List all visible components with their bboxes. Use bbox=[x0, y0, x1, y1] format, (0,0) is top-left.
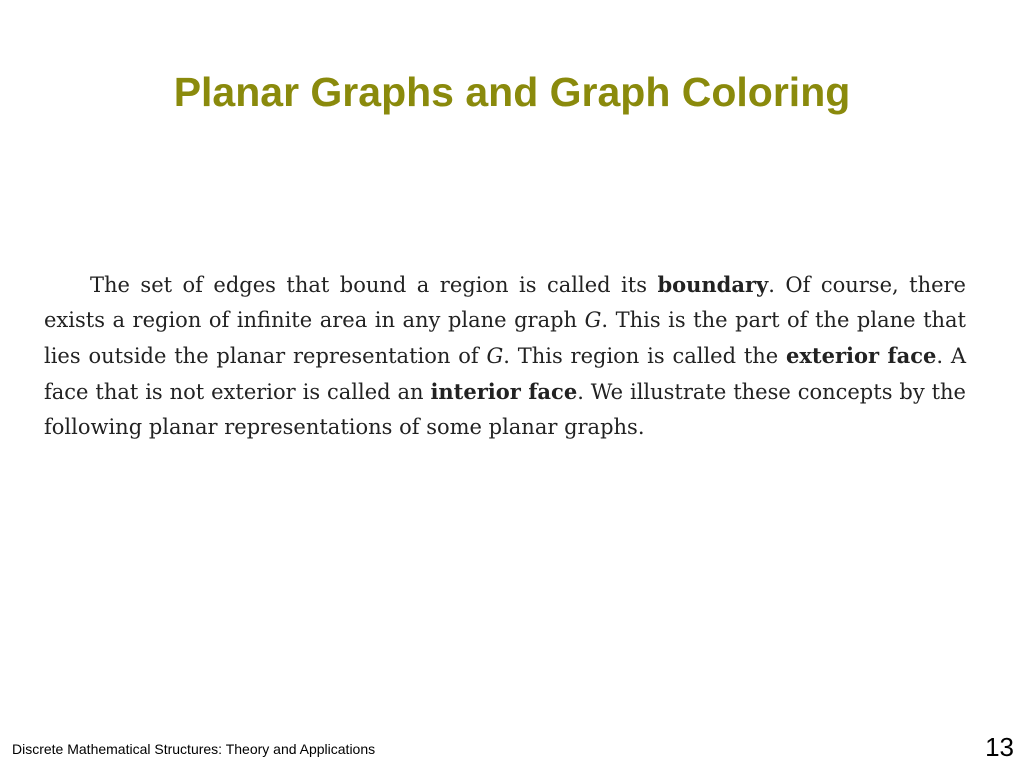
text-segment: . A face that is not exterior is called an bbox=[44, 344, 966, 404]
graph-variable: G bbox=[584, 308, 602, 332]
text-segment: The set of edges that bound a region is called its bbox=[90, 273, 658, 297]
graph-variable: G bbox=[486, 344, 504, 368]
text-segment: . This region is called the bbox=[503, 344, 787, 368]
text-segment: . Of course, there exists a region of infinite area in any plane graph bbox=[44, 273, 966, 332]
text-segment: . We illustrate these concepts by the following planar representations of some planar graphs. bbox=[44, 380, 966, 439]
page-number: 13 bbox=[985, 732, 1014, 762]
term-interior-face: interior face bbox=[430, 379, 578, 404]
footer-course-title: Discrete Mathematical Structures: Theory and Applications bbox=[12, 741, 376, 757]
term-boundary: boundary bbox=[657, 272, 769, 297]
term-exterior-face: exterior face bbox=[786, 343, 937, 368]
slide-title: Planar Graphs and Graph Coloring bbox=[173, 69, 851, 115]
text-segment: . This is the part of the plane that lies outside the planar representation of bbox=[44, 308, 966, 368]
body-paragraph bbox=[44, 267, 966, 445]
